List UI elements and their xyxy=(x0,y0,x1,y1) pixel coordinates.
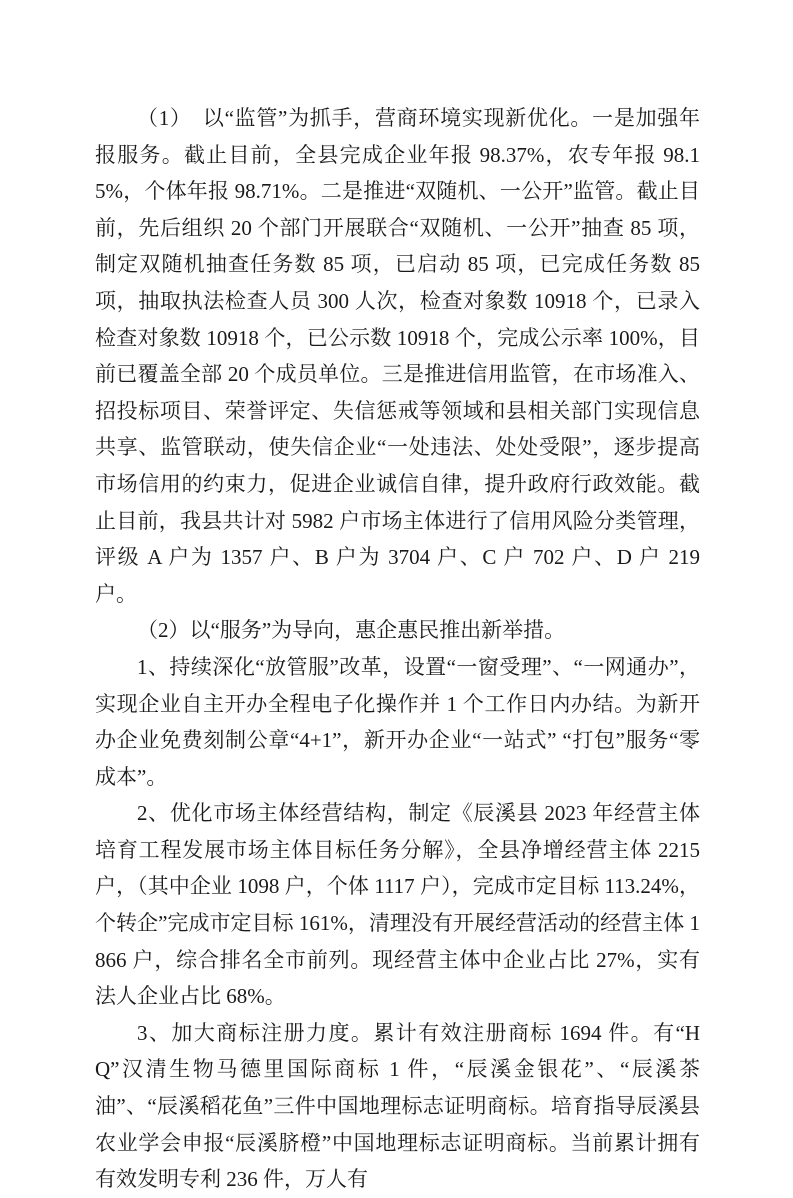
document-body xyxy=(95,100,700,1198)
paragraph: （1） 以“监管”为抓手，营商环境实现新优化。一是加强年报服务。截止目前，全县完成企业年报 98.37%，农专年报 98.15%，个体年报 98.71%。二是推进“双随机、一公开”监管。截止目前，先后组织 20 个部门开展联合“双随机、一公开”抽查 85 项，制定双随机抽查任务数 85 项，已启动 85 项，已完成任务数 85 项，抽取执法检查人员 300 人次，检查对象数 10918 个，已录入检查对象数 10918 个，已公示数 10918 个，完成公示率 100%，目前已覆盖全部 20 个成员单位。三是推进信用监管，在市场准入、招投标项目、荣誉评定、失信惩戒等领域和县相关部门实现信息共享、监管联动，使失信企业“一处违法、处处受限”，逐步提高市场信用的约束力，促进企业诚信自律，提升政府行政效能。截止目前，我县共计对 5982 户市场主体进行了信用风险分类管理，评级 A 户为 1357 户、B 户为 3704 户、C 户 702 户、D 户 219 户。 xyxy=(95,106,700,606)
paragraph: 3、加大商标注册力度。累计有效注册商标 1694 件。有“HQ”汉清生物马德里国际商标 1 件，“辰溪金银花”、“辰溪茶油”、“辰溪稻花鱼”三件中国地理标志证明商标。培育指导辰溪县农业学会申报“辰溪脐橙”中国地理标志证明商标。当前累计拥有有效发明专利 236 件，万人有 xyxy=(95,1020,700,1192)
paragraph: 1、持续深化“放管服”改革，设置“一窗受理”、“一网通办”，实现企业自主开办全程电子化操作并 1 个工作日内办结。为新开办企业免费刻制公章“4+1”，新开办企业“一站式” “打包”服务“零成本”。 xyxy=(95,654,700,789)
paragraph: （2）以“服务”为导向，惠企惠民推出新举措。 xyxy=(137,618,566,643)
paragraph: 2、优化市场主体经营结构，制定《辰溪县 2023 年经营主体培育工程发展市场主体目标任务分解》，全县净增经营主体 2215 户，（其中企业 1098 户，个体 1117 户），完成市定目标 113.24%，个转企”完成市定目标 161%，清理没有开展经营活动的经营主体 1866 户，综合排名全市前列。现经营主体中企业占比 27%，实有法人企业占比 68%。 xyxy=(95,801,700,1009)
